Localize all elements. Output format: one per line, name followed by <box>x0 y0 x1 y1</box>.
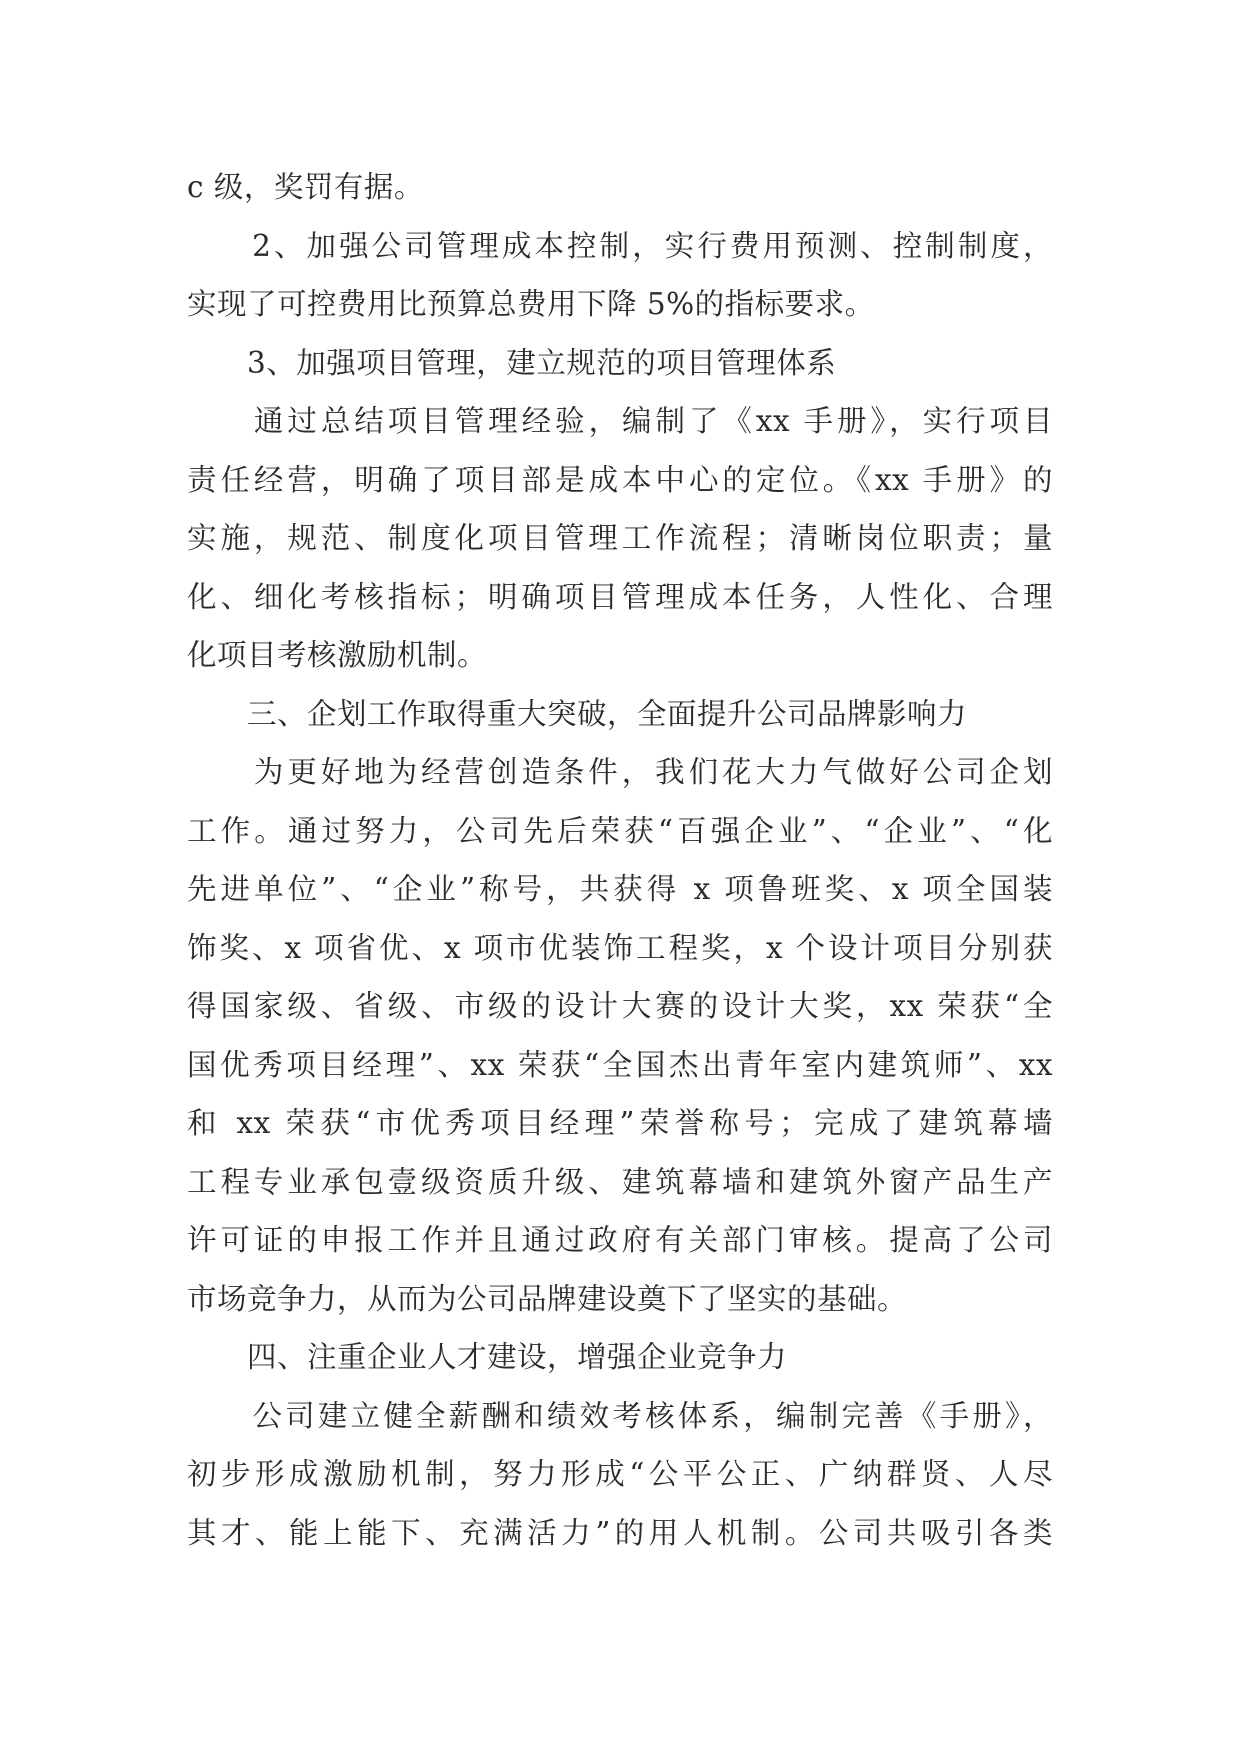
text-line: 先进单位”、“企业”称号，共获得 x 项鲁班奖、x 项全国装 <box>187 872 1053 906</box>
text-line: 和 xx 荣获“市优秀项目经理”荣誉称号；完成了建筑幕墙 <box>187 1106 1053 1140</box>
section-heading: 三、企划工作取得重大突破，全面提升公司品牌影响力 <box>187 696 968 731</box>
text-line: c 级，奖罚有据。 <box>187 170 424 204</box>
text-line: 其才、能上能下、充满活力”的用人机制。公司共吸引各类 <box>187 1515 1053 1550</box>
text-line: 许可证的申报工作并且通过政府有关部门审核。提高了公司 <box>187 1223 1053 1257</box>
text-line: 化项目考核激励机制。 <box>187 638 488 672</box>
text-line: 责任经营，明确了项目部是成本中心的定位。《xx 手册》的 <box>187 462 1053 497</box>
text-line: 国优秀项目经理”、xx 荣获“全国杰出青年室内建筑师”、xx <box>187 1047 1053 1082</box>
text-line: 工作。通过努力，公司先后荣获“百强企业”、“企业”、“化 <box>187 813 1053 848</box>
text-line: 初步形成激励机制，努力形成“公平公正、广纳群贤、人尽 <box>187 1457 1053 1491</box>
section-heading: 四、注重企业人才建设，增强企业竞争力 <box>187 1340 788 1374</box>
text-line: 市场竞争力，从而为公司品牌建设奠下了坚实的基础。 <box>187 1281 908 1316</box>
section-heading: 3、加强项目管理，建立规范的项目管理体系 <box>187 345 837 380</box>
text-line: 饰奖、x 项省优、x 项市优装饰工程奖，x 个设计项目分别获 <box>187 930 1053 965</box>
text-line: 2、加强公司管理成本控制，实行费用预测、控制制度， <box>187 228 1053 263</box>
text-line: 通过总结项目管理经验，编制了《xx 手册》，实行项目 <box>187 404 1053 438</box>
text-line: 得国家级、省级、市级的设计大赛的设计大奖，xx 荣获“全 <box>187 989 1053 1023</box>
text-line: 化、细化考核指标；明确项目管理成本任务，人性化、合理 <box>187 579 1053 614</box>
text-line: 工程专业承包壹级资质升级、建筑幕墙和建筑外窗产品生产 <box>187 1164 1053 1199</box>
text-line: 实施，规范、制度化项目管理工作流程；清晰岗位职责；量 <box>187 521 1053 555</box>
text-line: 实现了可控费用比预算总费用下降 5%的指标要求。 <box>187 287 875 321</box>
text-line: 公司建立健全薪酬和绩效考核体系，编制完善《手册》， <box>187 1398 1053 1433</box>
document-body <box>187 158 1053 1562</box>
text-line: 为更好地为经营创造条件，我们花大力气做好公司企划 <box>187 755 1053 789</box>
